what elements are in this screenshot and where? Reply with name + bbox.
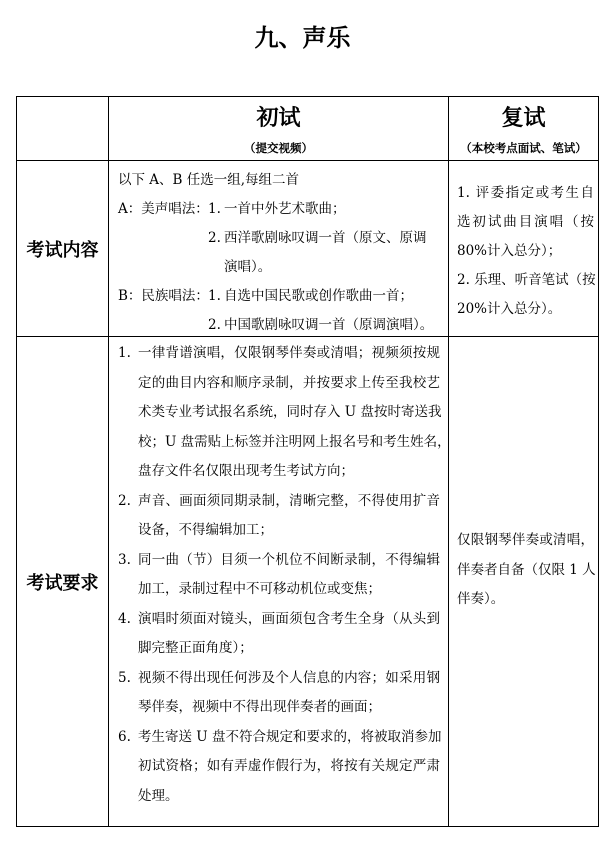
content-label-cell <box>17 161 109 337</box>
text-line: 校；U 盘需贴上标签并注明网上报名号和考生姓名， <box>138 433 451 450</box>
text-line: 2. 乐理、听音笔试（按 <box>457 272 596 288</box>
text-line: 一律背谱演唱，仅限钢琴伴奏或清唱；视频须按规 <box>138 345 440 361</box>
content-initial-cell <box>109 161 449 337</box>
requirement-number: 1. <box>118 345 131 361</box>
song-number: 2. <box>208 317 221 333</box>
text-line: 设备，不得编辑加工； <box>138 522 273 538</box>
option-group-label: B：民族唱法： <box>118 288 209 304</box>
song-number: 2. <box>208 230 221 246</box>
text-line: 处理。 <box>138 787 179 804</box>
song-item <box>208 224 444 282</box>
text-line: 定的曲目内容和顺序录制，并按要求上传至我校艺 <box>138 374 440 391</box>
text-line: 中国歌剧咏叹调一首（原调演唱）。 <box>224 317 434 333</box>
exam-table <box>16 96 599 827</box>
content-retest-cell <box>449 161 599 337</box>
header-empty-cell <box>17 97 109 161</box>
requirements-initial-cell <box>109 337 449 827</box>
text-line: 演唱时须面对镜头，画面须包含考生全身（从头到 <box>138 610 440 627</box>
requirement-number: 6. <box>118 728 131 745</box>
retest-exam-title: 复试 <box>501 105 546 131</box>
requirement-item <box>118 664 440 723</box>
option-group-label: A：美声唱法： <box>118 201 209 217</box>
song-item <box>208 195 444 224</box>
intro-text: 以下 A、B 任选一组,每组二首 <box>118 172 300 188</box>
requirement-text <box>138 487 440 546</box>
requirement-item <box>118 723 440 812</box>
requirement-item <box>118 339 451 487</box>
requirements-label-cell <box>17 337 109 827</box>
song-text <box>224 282 444 311</box>
text-line: 同一曲（节）目须一个机位不间断录制，不得编辑 <box>138 551 440 568</box>
requirement-text <box>138 664 440 723</box>
text-line: 加工，录制过程中不可移动机位或变焦； <box>138 581 381 597</box>
song-number: 1. <box>208 288 221 304</box>
retest-item <box>457 179 594 266</box>
text-line: 术类专业考试报名系统，同时存入 U 盘按时寄送我 <box>138 404 442 420</box>
text-line: 脚完整正面角度）； <box>138 640 253 656</box>
header-retest-cell <box>449 97 599 161</box>
requirement-number: 3. <box>118 551 131 568</box>
requirement-text <box>138 605 440 664</box>
text-line: 仅限钢琴伴奏或清唱， <box>457 532 594 548</box>
text-line: 自选中国民歌或创作歌曲一首； <box>224 288 413 304</box>
text-line: 视频不得出现任何涉及个人信息的内容；如采用钢 <box>138 669 440 686</box>
song-text <box>224 311 444 340</box>
row-label: 考试内容 <box>26 239 99 261</box>
page-title: 九、声乐 <box>254 23 351 52</box>
song-item <box>208 282 444 311</box>
text-line: 初试资格；如有弄虚作假行为，将按有关规定严肃 <box>138 758 440 774</box>
requirements-retest-cell <box>449 337 599 827</box>
requirement-number: 5. <box>118 669 131 686</box>
text-line: 选初试曲目演唱（按 <box>457 214 594 230</box>
requirement-text <box>138 723 440 812</box>
requirement-item <box>118 605 440 664</box>
song-list <box>208 282 444 340</box>
text-line: 声音、画面须同期录制，清晰完整，不得使用扩音 <box>138 492 440 509</box>
text-line: 演唱）。 <box>224 259 272 275</box>
requirement-number: 4. <box>118 610 131 627</box>
requirement-number: 2. <box>118 492 131 509</box>
text-line: 伴奏者自备（仅限 1 人 <box>457 561 596 578</box>
text-line: 西洋歌剧咏叹调一首（原文、原调 <box>224 230 427 246</box>
text-line: 20%计入总分）。 <box>457 301 562 317</box>
requirement-item <box>118 487 440 546</box>
song-list <box>208 195 444 282</box>
option-group-b <box>118 282 444 340</box>
header-initial-cell <box>109 97 449 161</box>
text-line: 伴奏）。 <box>457 591 505 607</box>
retest-item <box>457 266 594 324</box>
text-line: 考生寄送 U 盘不符合规定和要求的，将被取消参加 <box>138 728 442 745</box>
song-text <box>224 195 444 224</box>
option-group-a <box>118 195 444 282</box>
initial-exam-subtitle: （提交视频） <box>244 141 313 155</box>
song-item <box>208 311 444 340</box>
text-line: 琴伴奏，视频中不得出现伴奏者的画面； <box>138 699 381 715</box>
requirement-text <box>138 546 440 605</box>
text-line: 盘存文件名仅限出现考生考试方向； <box>138 463 354 479</box>
text-line: 一首中外艺术歌曲； <box>224 201 346 217</box>
text-line: 1. 评委指定或考生自 <box>457 185 594 201</box>
requirement-item <box>118 546 440 605</box>
requirement-text <box>138 339 451 487</box>
initial-exam-title: 初试 <box>256 105 301 131</box>
song-text <box>224 224 444 282</box>
retest-exam-subtitle: （本校考点面试、笔试） <box>460 141 587 155</box>
song-number: 1. <box>208 201 221 217</box>
text-line: 80%计入总分）； <box>457 243 562 259</box>
row-label: 考试要求 <box>26 572 99 594</box>
